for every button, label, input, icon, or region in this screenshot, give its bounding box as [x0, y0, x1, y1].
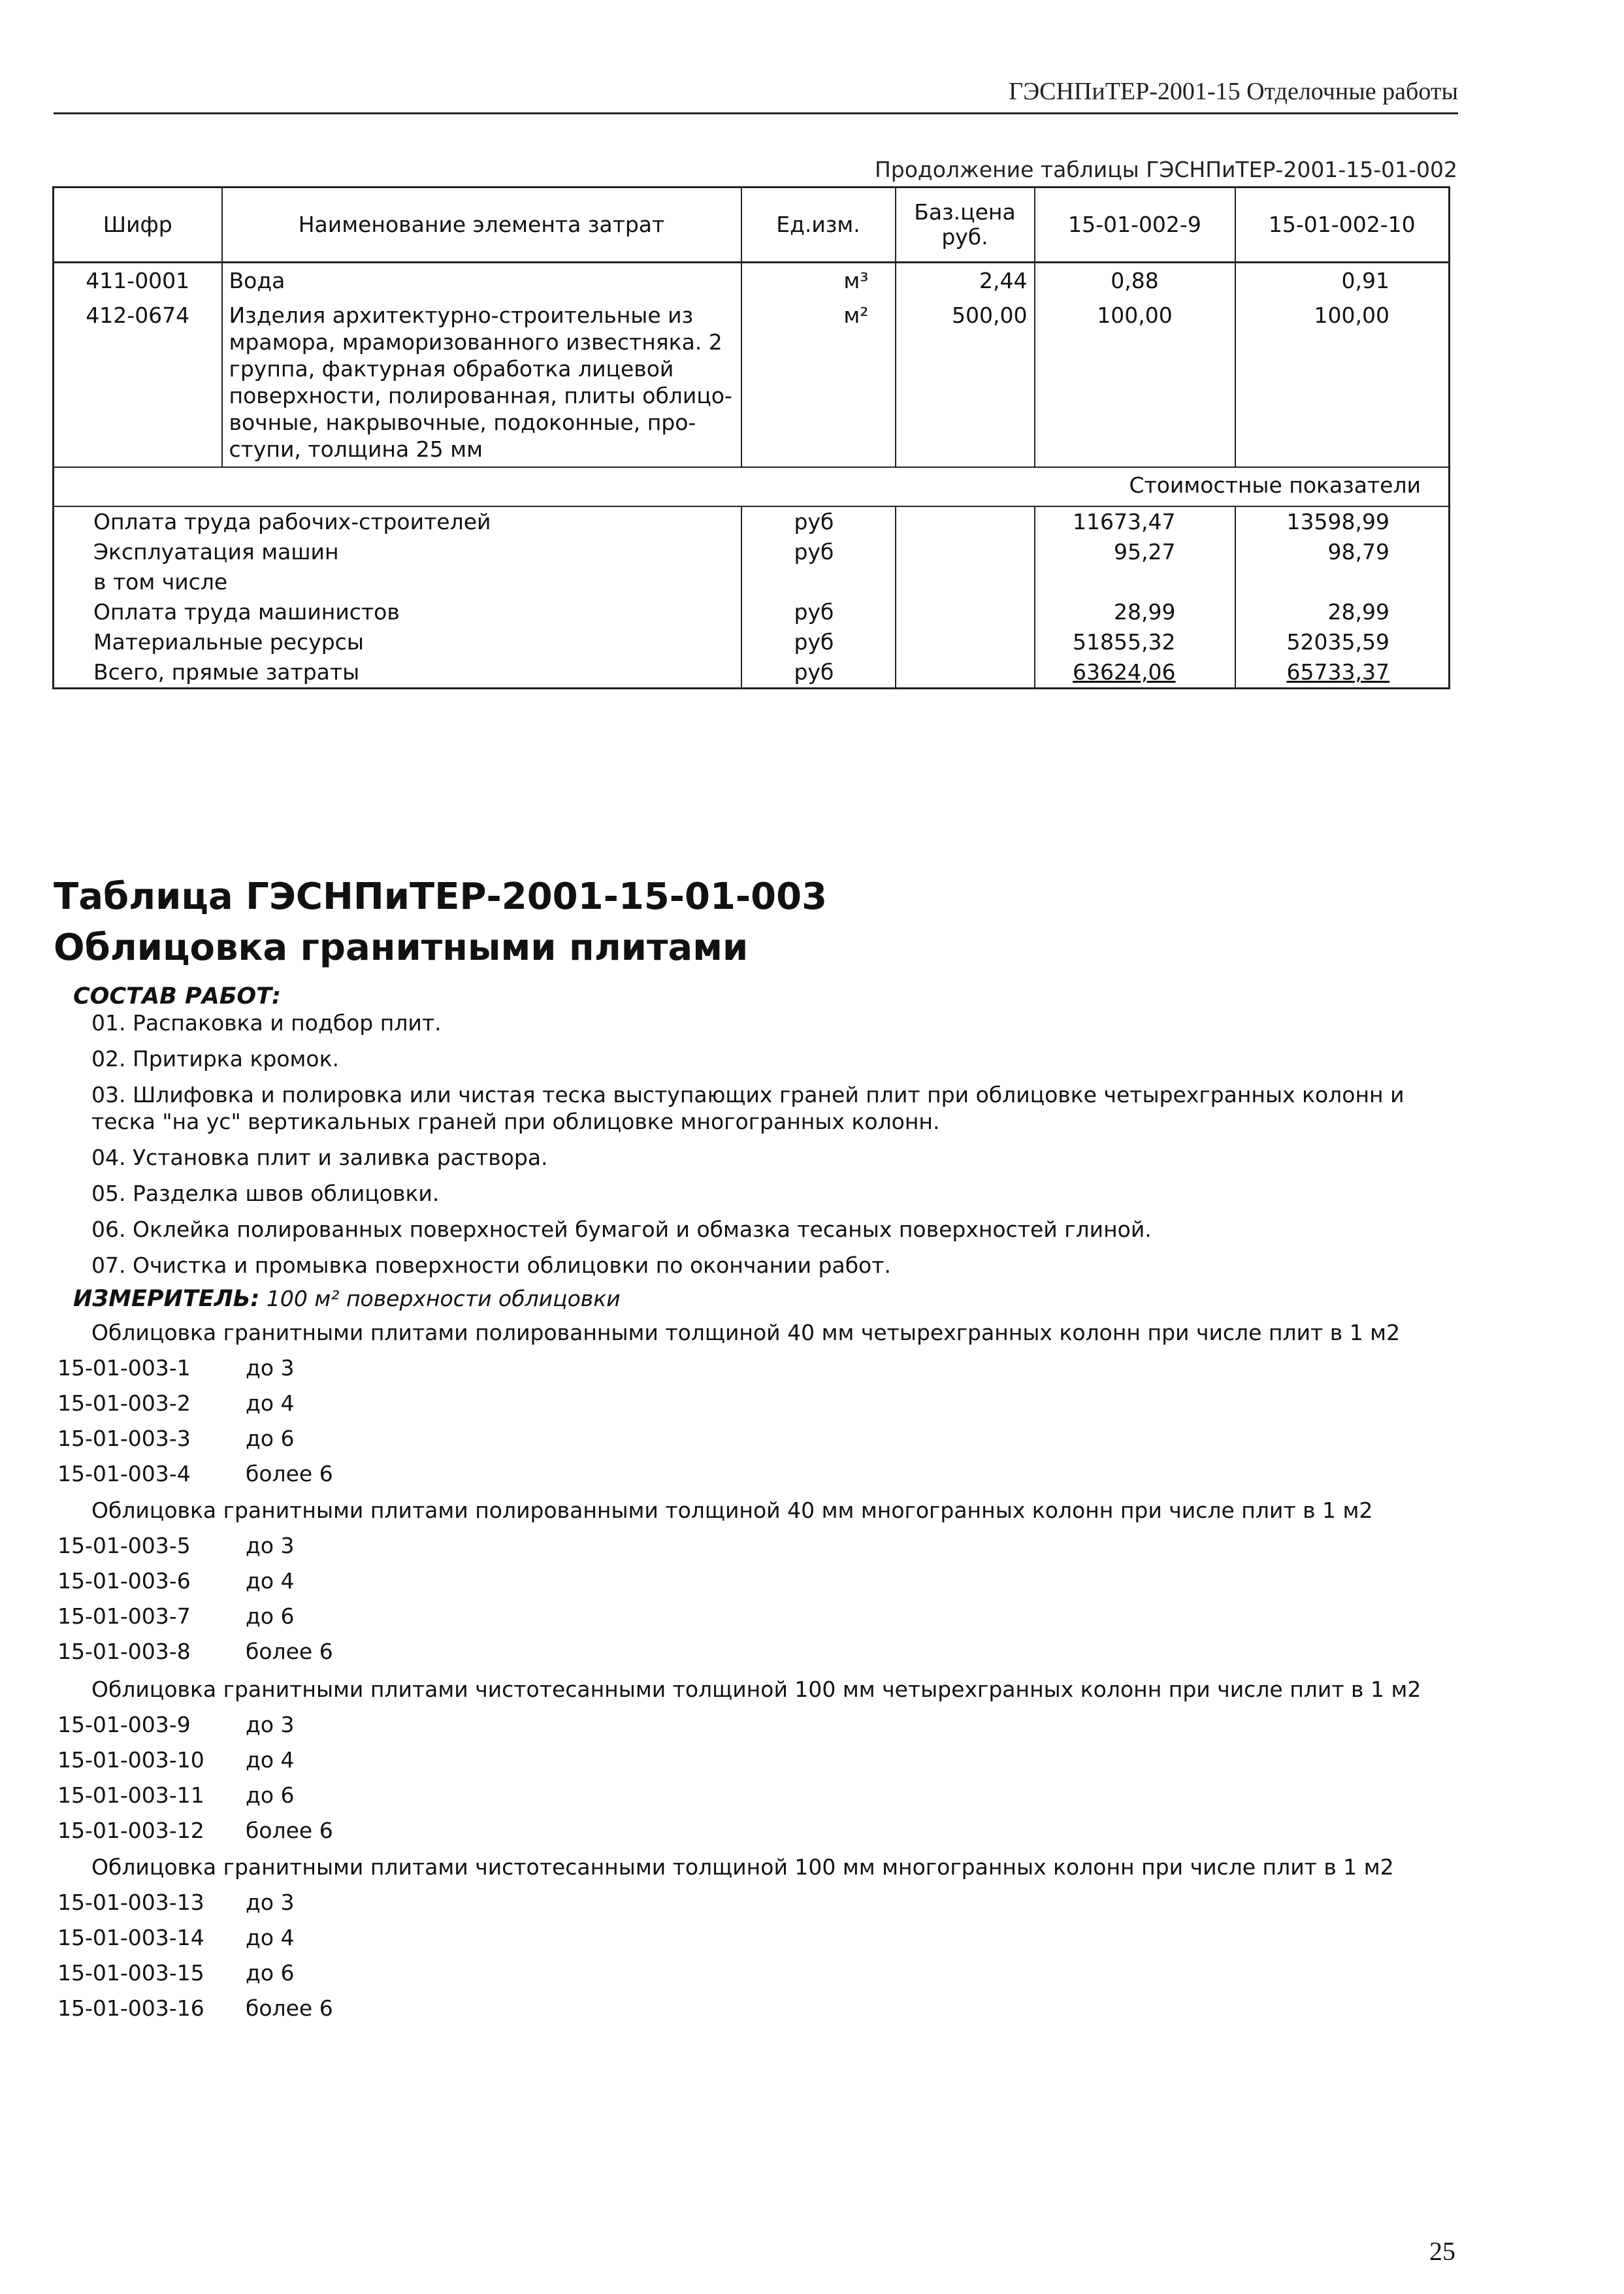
col-header-norm-9: 15-01-002-9 — [1035, 188, 1235, 263]
work-item: 03. Шлифовка и полировка или чистая теска выступающих граней плит при облицовке четырехгранных колонн и теска "на ус" вертикальных граней при облицовке многогранных колонн. — [91, 1082, 1412, 1134]
cost-header-row — [54, 467, 1450, 506]
page-number: 25 — [1429, 2237, 1455, 2266]
list-item — [57, 1639, 333, 1664]
resource-price: 2,44 — [896, 263, 1035, 299]
resource-value-9: 100,00 — [1035, 298, 1235, 467]
norm-code: 15-01-003-3 — [57, 1426, 191, 1451]
cost-value-9: 11673,47 — [1035, 506, 1235, 537]
norm-desc: до 4 — [246, 1747, 295, 1773]
work-item: 06. Оклейка полированных поверхностей бумагой и обмазка тесаных поверхностей глиной. — [91, 1217, 1152, 1242]
list-item — [57, 1533, 295, 1558]
norm-code: 15-01-003-8 — [57, 1639, 191, 1664]
list-item — [57, 1355, 295, 1381]
group-title: Облицовка гранитными плитами чистотесанными толщиной 100 мм четырехгранных колонн при числе плит в 1 м2 — [91, 1677, 1421, 1702]
col-header-norm-10: 15-01-002-10 — [1235, 188, 1450, 263]
norm-code: 15-01-003-16 — [57, 1995, 204, 2021]
norm-desc: до 3 — [246, 1533, 295, 1558]
list-item — [57, 1995, 333, 2021]
work-item: 05. Разделка швов облицовки. — [91, 1181, 440, 1206]
work-item: 02. Притирка кромок. — [91, 1046, 340, 1072]
norm-desc: более 6 — [246, 1461, 333, 1486]
col-header-code: Шифр — [54, 188, 222, 263]
list-item — [57, 1818, 333, 1843]
group-title: Облицовка гранитными плитами полированными толщиной 40 мм многогранных колонн при числе плит в 1 м2 — [91, 1498, 1373, 1523]
resource-unit: м³ — [741, 263, 896, 299]
cost-label: Эксплуатация машин — [54, 537, 741, 567]
work-item: 07. Очистка и промывка поверхности облицовки по окончании работ. — [91, 1253, 891, 1278]
cost-value-9: 51855,32 — [1035, 627, 1235, 657]
cost-value-9: 28,99 — [1035, 597, 1235, 627]
cost-value-9: 63624,06 — [1035, 657, 1235, 689]
table-header-row — [54, 188, 1450, 263]
norm-desc: до 4 — [246, 1568, 295, 1594]
cost-value-10: 13598,99 — [1235, 506, 1450, 537]
cost-empty — [896, 597, 1035, 627]
norm-code: 15-01-003-13 — [57, 1890, 204, 1915]
norm-desc: до 6 — [246, 1960, 295, 1986]
norm-desc: более 6 — [246, 1995, 333, 2021]
list-item — [57, 1925, 295, 1950]
cost-unit: руб — [741, 597, 896, 627]
cost-unit: руб — [741, 627, 896, 657]
resource-code: 411-0001 — [54, 263, 222, 299]
table-continuation-label: Продолжение таблицы ГЭСНПиТЕР-2001-15-01-002 — [874, 157, 1457, 182]
norm-code: 15-01-003-14 — [57, 1925, 204, 1950]
cost-unit — [741, 567, 896, 597]
cost-value-10: 52035,59 — [1235, 627, 1450, 657]
cost-row — [54, 506, 1450, 537]
resource-value-10: 0,91 — [1235, 263, 1450, 299]
norm-code: 15-01-003-2 — [57, 1390, 191, 1416]
cost-empty — [896, 627, 1035, 657]
resource-value-10: 100,00 — [1235, 298, 1450, 467]
list-item — [57, 1603, 295, 1629]
work-item: 01. Распаковка и подбор плит. — [91, 1010, 442, 1036]
group-title: Облицовка гранитными плитами чистотесанными толщиной 100 мм многогранных колонн при числе плит в 1 м2 — [91, 1854, 1394, 1880]
norm-code: 15-01-003-6 — [57, 1568, 191, 1594]
cost-row-total — [54, 657, 1450, 689]
list-item — [57, 1390, 295, 1416]
cost-value-9 — [1035, 567, 1235, 597]
meter-line — [73, 1286, 621, 1312]
cost-value-10: 65733,37 — [1235, 657, 1450, 689]
list-item — [57, 1960, 295, 1986]
resource-value-9: 0,88 — [1035, 263, 1235, 299]
meter-label: ИЗМЕРИТЕЛЬ: — [73, 1286, 260, 1312]
cost-row — [54, 597, 1450, 627]
cost-value-9: 95,27 — [1035, 537, 1235, 567]
norm-code: 15-01-003-9 — [57, 1712, 191, 1737]
works-list — [91, 1009, 1450, 1288]
norm-desc: до 6 — [246, 1603, 295, 1629]
norm-code: 15-01-003-5 — [57, 1533, 191, 1558]
cost-empty — [896, 657, 1035, 689]
cost-value-10: 98,79 — [1235, 537, 1450, 567]
cost-label: в том числе — [54, 567, 741, 597]
norm-code: 15-01-003-4 — [57, 1461, 191, 1486]
page-header — [54, 73, 1458, 114]
resource-price: 500,00 — [896, 298, 1035, 467]
cost-label: Всего, прямые затраты — [54, 657, 741, 689]
norm-code: 15-01-003-12 — [57, 1818, 204, 1843]
cost-unit: руб — [741, 537, 896, 567]
list-item — [57, 1712, 295, 1737]
works-heading: СОСТАВ РАБОТ: — [73, 983, 281, 1009]
cost-value-10: 28,99 — [1235, 597, 1450, 627]
norm-desc: до 3 — [246, 1712, 295, 1737]
norm-code: 15-01-003-11 — [57, 1782, 204, 1808]
norm-desc: до 4 — [246, 1925, 295, 1950]
resource-unit: м² — [741, 298, 896, 467]
norm-desc: до 6 — [246, 1782, 295, 1808]
cost-label: Оплата труда рабочих-строителей — [54, 506, 741, 537]
resource-code: 412-0674 — [54, 298, 222, 467]
cost-row — [54, 537, 1450, 567]
norm-code: 15-01-003-1 — [57, 1355, 191, 1381]
cost-header: Стоимостные показатели — [54, 467, 1450, 506]
resources-table — [52, 186, 1450, 689]
table-title: Таблица ГЭСНПиТЕР-2001-15-01-003 — [54, 876, 828, 918]
norm-desc: до 3 — [246, 1355, 295, 1381]
list-item — [57, 1782, 295, 1808]
norm-desc: более 6 — [246, 1818, 333, 1843]
table-row — [54, 263, 1450, 299]
col-header-price: Баз.цена руб. — [896, 188, 1035, 263]
cost-empty — [896, 506, 1035, 537]
cost-label: Оплата труда машинистов — [54, 597, 741, 627]
col-header-name: Наименование элемента затрат — [222, 188, 741, 263]
cost-unit: руб — [741, 506, 896, 537]
norm-desc: до 4 — [246, 1390, 295, 1416]
table-subtitle: Облицовка гранитными плитами — [54, 926, 749, 969]
norm-desc: более 6 — [246, 1639, 333, 1664]
list-item — [57, 1568, 295, 1594]
list-item — [57, 1890, 295, 1915]
cost-value-10 — [1235, 567, 1450, 597]
resource-name: Изделия архитектурно-строительные из мрамора, мраморизованного известняка. 2 группа, фактурная обработка лицевой поверхности, полированная, плиты облицо-вочные, накрывочные, подоконные, про-ступи, толщина 25 мм — [222, 298, 741, 467]
cost-label: Материальные ресурсы — [54, 627, 741, 657]
table-row — [54, 298, 1450, 467]
norm-desc: до 3 — [246, 1890, 295, 1915]
norm-code: 15-01-003-10 — [57, 1747, 204, 1773]
col-header-unit: Ед.изм. — [741, 188, 896, 263]
cost-row — [54, 627, 1450, 657]
cost-row — [54, 567, 1450, 597]
resource-name: Вода — [222, 263, 741, 299]
cost-empty — [896, 537, 1035, 567]
header-title: ГЭСНПиТЕР-2001-15 Отделочные работы — [1009, 78, 1458, 105]
cost-empty — [896, 567, 1035, 597]
meter-value: 100 м² поверхности облицовки — [266, 1286, 621, 1311]
norm-desc: до 6 — [246, 1426, 295, 1451]
list-item — [57, 1461, 333, 1486]
cost-unit: руб — [741, 657, 896, 689]
norm-code: 15-01-003-7 — [57, 1603, 191, 1629]
list-item — [57, 1426, 295, 1451]
norm-code: 15-01-003-15 — [57, 1960, 204, 1986]
group-title: Облицовка гранитными плитами полированными толщиной 40 мм четырехгранных колонн при числе плит в 1 м2 — [91, 1320, 1401, 1345]
work-item: 04. Установка плит и заливка раствора. — [91, 1145, 548, 1170]
list-item — [57, 1747, 295, 1773]
